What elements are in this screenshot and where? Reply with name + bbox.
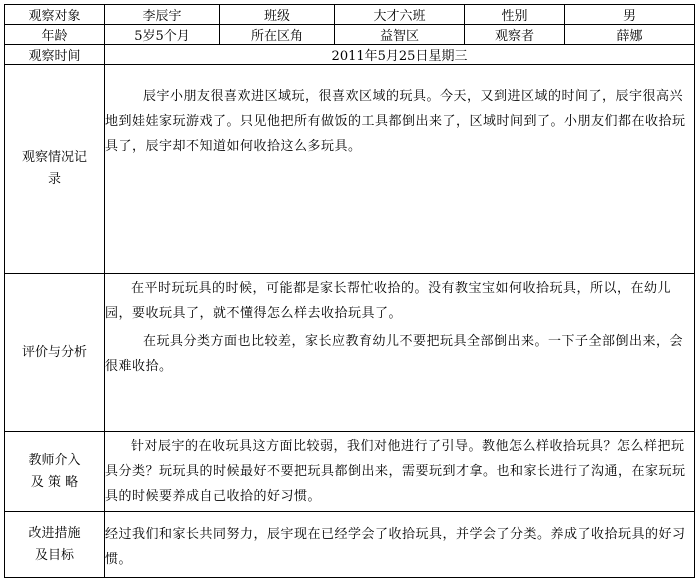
- record-label-line1: 观察情况记: [21, 150, 87, 165]
- gender-value: 男: [565, 5, 695, 25]
- observer-value: 薛娜: [565, 25, 695, 45]
- observer-label: 观察者: [465, 25, 565, 45]
- row-time: [5, 45, 695, 65]
- row-record: [5, 65, 695, 274]
- analysis-content: [105, 274, 695, 432]
- gender-label: 性别: [465, 5, 565, 25]
- row-analysis: [5, 274, 695, 432]
- intervention-label: [5, 432, 105, 512]
- row-basic-info: [5, 5, 695, 25]
- record-paragraph: 辰宇小朋友很喜欢进区域玩，很喜欢区域的玩具。今天，又到进区域的时间了，辰宇很高兴地到娃娃家玩游戏了。只见他把所有做饭的工具都倒出来了，区域时间到了。小朋友们都在收拾玩具了，辰宇却不知道如何收拾这么多玩具。: [105, 89, 686, 154]
- age-value: 5岁5个月: [105, 25, 220, 45]
- improvement-content: [105, 512, 695, 578]
- row-intervention: [5, 432, 695, 512]
- record-label: [5, 65, 105, 274]
- area-value: 益智区: [335, 25, 465, 45]
- record-content: [105, 65, 695, 274]
- analysis-paragraph-1: 在平时玩玩具的时候，可能都是家长帮忙收拾的。没有教宝宝如何收拾玩具，所以，在幼儿园，要收玩具了，就不懂得怎么样去收拾玩具了。: [105, 281, 672, 321]
- time-label: 观察时间: [5, 45, 105, 65]
- intervention-paragraph: 针对辰宇的在收玩具这方面比较弱，我们对他进行了引导。教他怎么样收拾玩具？怎么样把玩具分类？玩玩具的时候最好不要把玩具都倒出来，需要玩到才拿。也和家长进行了沟通，在家玩玩具的时候要养成自己收拾的好习惯。: [105, 439, 686, 504]
- intervention-label-line2: 及 策 略: [30, 474, 79, 490]
- observe-target-label: 观察对象: [5, 5, 105, 25]
- improvement-label-line1: 改进措施: [28, 525, 81, 541]
- observe-target-value: 李辰宇: [105, 5, 220, 25]
- improvement-label-line2: 及目标: [34, 547, 74, 563]
- intervention-label-line1: 教师介入: [28, 452, 81, 468]
- improvement-paragraph: 经过我们和家长共同努力，辰宇现在已经学会了收拾玩具，并学会了分类。养成了收拾玩具的好习惯。: [105, 527, 686, 567]
- class-label: 班级: [220, 5, 335, 25]
- improvement-label: [5, 512, 105, 578]
- age-label: 年龄: [5, 25, 105, 45]
- row-improvement: [5, 512, 695, 578]
- area-label: 所在区角: [220, 25, 335, 45]
- class-value: 大才六班: [335, 5, 465, 25]
- time-value: 2011年5月25日星期三: [105, 45, 695, 65]
- record-label-line2: 录: [47, 172, 61, 187]
- analysis-paragraph-2: 在玩具分类方面也比较差，家长应教育幼儿不要把玩具全部倒出来。一下子全部倒出来，会很难收拾。: [105, 334, 684, 374]
- row-age-area: [5, 25, 695, 45]
- intervention-content: [105, 432, 695, 512]
- observation-table: [4, 4, 695, 578]
- analysis-label: 评价与分析: [5, 274, 105, 432]
